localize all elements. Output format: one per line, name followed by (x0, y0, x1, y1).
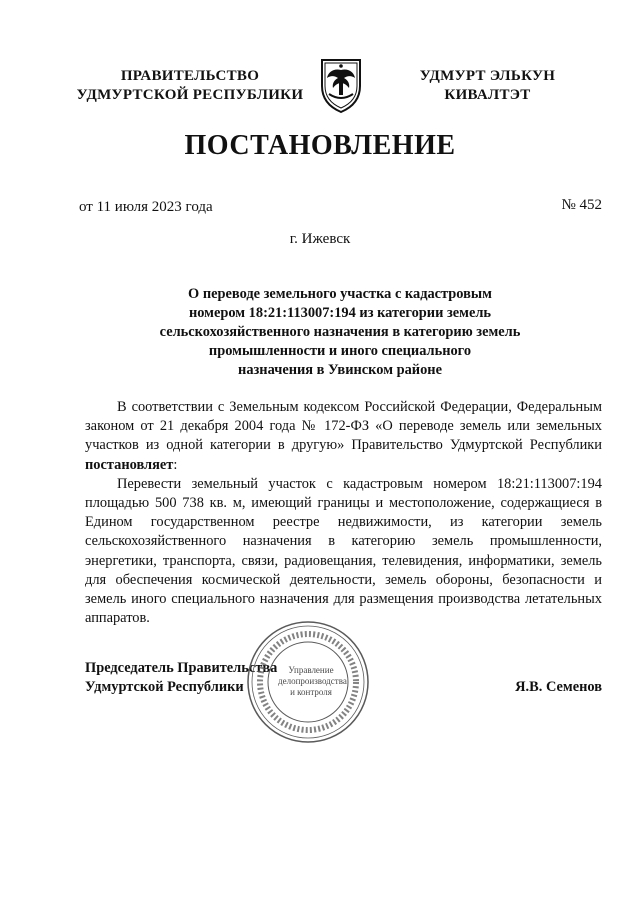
subject-line: назначения в Увинском районе (238, 362, 442, 378)
signatory-title-line2: Удмуртской Республики (85, 679, 244, 695)
document-body (85, 398, 602, 628)
signatory-title-line1: Председатель Правительства (85, 660, 278, 676)
body-paragraph-2: Перевести земельный участок с кадастровым номером 18:21:113007:194 площадью 500 738 кв. м, имеющий границы и местоположение, содержащиеся в Едином государственном реестре недвижимости, из категории земель сельскохозяйственного назначения в категорию земель промышленности, энергетики, транспорта, связи, радиовещания, телевидения, информатики, земель для обеспечения космической деятельности, земель обороны, безопасности и земель иного специального назначения для размещения производства летательных аппаратов. (85, 475, 602, 627)
header-right-line2: КИВАЛТЭТ (444, 87, 531, 103)
header-left-line1: ПРАВИТЕЛЬСТВО (120, 68, 260, 84)
subject-line: сельскохозяйственного назначения в категорию земель (159, 324, 521, 340)
header-right-line1: УДМУРТ ЭЛЬКУН (419, 68, 556, 84)
document-date: от 11 июля 2023 года (79, 199, 213, 215)
seal-text-line: делопроизводства (278, 676, 347, 686)
decree-word: постановляет (85, 456, 174, 473)
coat-of-arms-icon (314, 56, 368, 114)
paragraph-1-text: В соответствии с Земельным кодексом Российской Федерации, Федеральным законом от 21 декабря 2004 года № 172-ФЗ «О переводе земель или земельных участков из одной категории в другую» Правительство Удмуртской Республики (85, 399, 602, 454)
subject-line: промышленности и иного специального (208, 343, 472, 359)
document-subject (130, 285, 550, 380)
seal-text-line: Управление (288, 665, 334, 675)
body-paragraph-1 (85, 398, 602, 475)
subject-line: номером 18:21:113007:194 из категории земель (188, 305, 492, 321)
document-type-title: ПОСТАНОВЛЕНИЕ (184, 130, 456, 161)
signatory-name: Я.В. Семенов (515, 679, 602, 695)
paragraph-1-end: : (173, 456, 178, 473)
seal-text-line: и контроля (290, 687, 332, 697)
header-right (395, 67, 580, 105)
header-left (74, 67, 306, 105)
document-city: г. Ижевск (289, 231, 351, 247)
header-left-line2: УДМУРТСКОЙ РЕСПУБЛИКИ (76, 87, 304, 103)
subject-line: О переводе земельного участка с кадастровым (188, 286, 492, 302)
seal-inner-text (278, 665, 347, 698)
document-number: № 452 (561, 197, 602, 213)
